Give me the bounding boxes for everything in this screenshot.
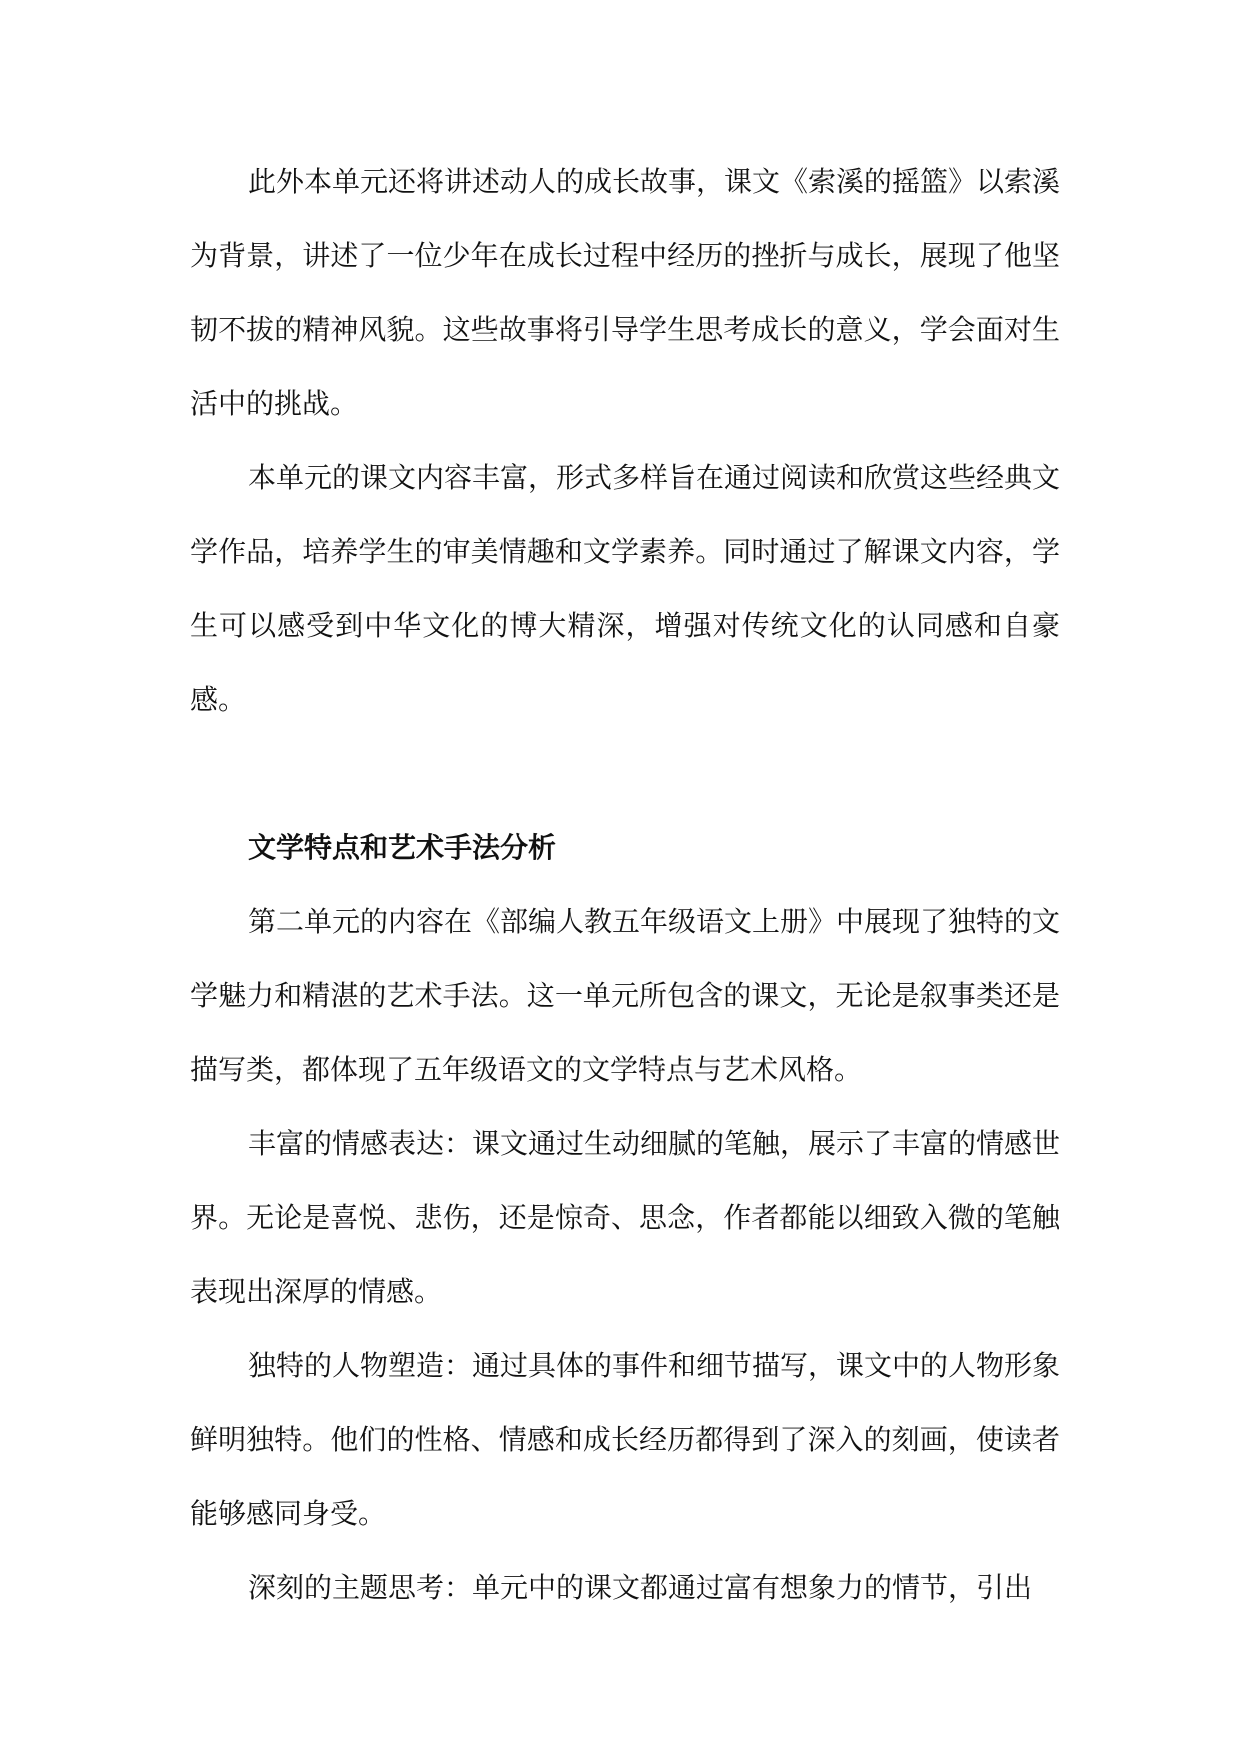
section-heading: 文学特点和艺术手法分析	[248, 831, 557, 864]
document-body	[190, 145, 1060, 1625]
paragraph-unit-summary: 本单元的课文内容丰富，形式多样旨在通过阅读和欣赏这些经典文学作品，培养学生的审美情趣和文学素养。同时通过了解课文内容，学生可以感受到中华文化的博大精深，增强对传统文化的认同感和自豪感。	[190, 461, 1061, 716]
paragraph-unit-overview: 第二单元的内容在《部编人教五年级语文上册》中展现了独特的文学魅力和精湛的艺术手法。这一单元所包含的课文，无论是叙事类还是描写类，都体现了五年级语文的文学特点与艺术风格。	[190, 905, 1061, 1086]
paragraph-character-portrayal: 独特的人物塑造：通过具体的事件和细节描写，课文中的人物形象鲜明独特。他们的性格、情感和成长经历都得到了深入的刻画，使读者能够感同身受。	[190, 1349, 1061, 1530]
paragraph-theme-reflection: 深刻的主题思考：单元中的课文都通过富有想象力的情节，引出	[248, 1571, 1033, 1604]
paragraph-growth-stories: 此外本单元还将讲述动人的成长故事，课文《索溪的摇篮》以索溪为背景，讲述了一位少年在成长过程中经历的挫折与成长，展现了他坚韧不拔的精神风貌。这些故事将引导学生思考成长的意义，学会面对生活中的挑战。	[190, 165, 1061, 420]
section-spacer	[190, 737, 1060, 811]
paragraph-emotional-expression: 丰富的情感表达：课文通过生动细腻的笔触，展示了丰富的情感世界。无论是喜悦、悲伤，还是惊奇、思念，作者都能以细致入微的笔触表现出深厚的情感。	[190, 1127, 1061, 1308]
